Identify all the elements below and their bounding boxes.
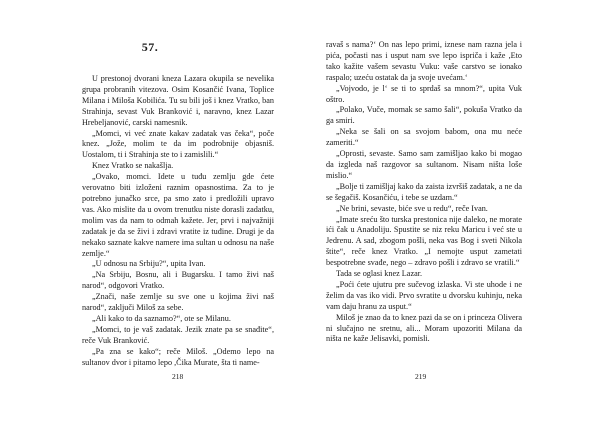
left-page-text xyxy=(82,74,274,368)
paragraph: Miloš je znao da to knez pazi da se on i princeza Olivera ni slučajno ne sretnu, ali... Moram upozoriti Milana da ništa ne kaže Jelisavki, pomisli. xyxy=(326,312,522,344)
paragraph: „Ovako, momci. Idete u tuđu zemlju gde ćete verovatno biti izloženi raznim opasnostima. Za to je potrebno junačko srce, pa smo zato i predložili upravo vas. Ako mislite da u ovom trenutku niste dorasli zadatku, molim vas da nam to odmah kažete. Jer, prvi i najvažniji zadatak je da se živi i zdravi vratite iz tuđine. Drugi je da nekako saznate kakve namere ima sultan u odnosu na naše zemlje.“ xyxy=(82,172,274,258)
right-page-text xyxy=(326,40,522,345)
paragraph: „Vojvodo, je l‘ se ti to sprdaš sa mnom?“, upita Vuk oštro. xyxy=(326,83,522,104)
paragraph: „Na Srbiju, Bosnu, ali i Bugarsku. I tamo živi naš narod“, odgovori Vratko. xyxy=(82,270,274,291)
paragraph: Knez Vratko se nakašlja. xyxy=(92,161,174,171)
paragraph: „Ne brini, sevaste, biće sve u redu“, reče Ivan. xyxy=(336,203,488,213)
paragraph: „Znači, naše zemlje su sve one u kojima živi naš narod“, zaključi Miloš za sebe. xyxy=(82,292,274,313)
paragraph: ravaš s nama?‘ On nas lepo primi, iznese nam razna jela i pića, počasti nas i usput nam sve lepo ispriča i kaže ,Eto tako kažite vašem sevastu Vuku: vaše carstvo se ionako raspalo; uzeću ostatak da ja svoje uvećam.‘ xyxy=(326,40,522,82)
paragraph: „Momci, to je vaš zadatak. Jezik znate pa se snađite“, reče Vuk Branković. xyxy=(82,324,274,345)
paragraph: U prestonoj dvorani kneza Lazara okupila se nevelika grupa probranih vitezova. Osim Kosančić Ivana, Toplice Milana i Miloša Kobilića. Tu su bili još i knez Vratko, ban Strahinja, sevast Vuk Branković i, naravno, knez Lazar Hrebeljanović, carski namesnik. xyxy=(82,74,274,127)
paragraph: „Oprosti, sevaste. Samo sam zamišljao kako bi mogao da izgleda naš razgovor sa sultanom. Nisam ništa loše mislio.“ xyxy=(326,149,522,180)
paragraph: „Imate sreću što turska prestonica nije daleko, ne morate ići čak u Anadoliju. Spustite se niz reku Maricu i već ste u Jedrenu. A sad, zbogom pošli, neka vas Bog i sveti Nikola štite“, reče knez Vratko. „I nemojte usput zametati bespotrebne svađe, nego – zdravo pošli i zdravo se vratili.“ xyxy=(326,214,522,268)
paragraph: „Momci, vi već znate kakav zadatak vas čeka“, poče knez. „Jože, molim te da im podrobnije objasniš. Uostalom, ti i Strahinja ste to i zamislili.“ xyxy=(82,128,274,160)
page-number: 218 xyxy=(172,372,184,381)
page-number: 219 xyxy=(415,372,427,381)
paragraph: „Bolje ti zamišljaj kako da zaista izvršiš zadatak, a ne da se šegačiš. Kosančiću, i tebe se uzdam.“ xyxy=(326,181,522,202)
paragraph: „Neka se šali on sa svojom babom, ona mu neće zameriti.“ xyxy=(326,127,522,148)
right-page xyxy=(300,0,600,424)
chapter-title: 57. xyxy=(141,40,159,54)
paragraph: „Poći ćete ujutru pre sučevog izlaska. Vi ste uhode i ne želim da vas iko vidi. Prvo svratite u dvorsku kuhinju, neka vam daju hranu za usput.“ xyxy=(326,279,522,311)
paragraph: „U odnosu na Srbiju?“, upita Ivan. xyxy=(92,259,206,269)
paragraph: „Polako, Vuče, momak se samo šali“, pokuša Vratko da ga smiri. xyxy=(326,105,522,126)
paragraph: „Ali kako to da saznamo?“, ote se Milanu. xyxy=(92,313,231,323)
paragraph: Tada se oglasi knez Lazar. xyxy=(336,269,423,279)
paragraph: „Pa zna se kako“; reče Miloš. „Odemo lepo na sultanov dvor i pitamo lepo ,Čika Murate, šta ti name- xyxy=(82,346,274,367)
